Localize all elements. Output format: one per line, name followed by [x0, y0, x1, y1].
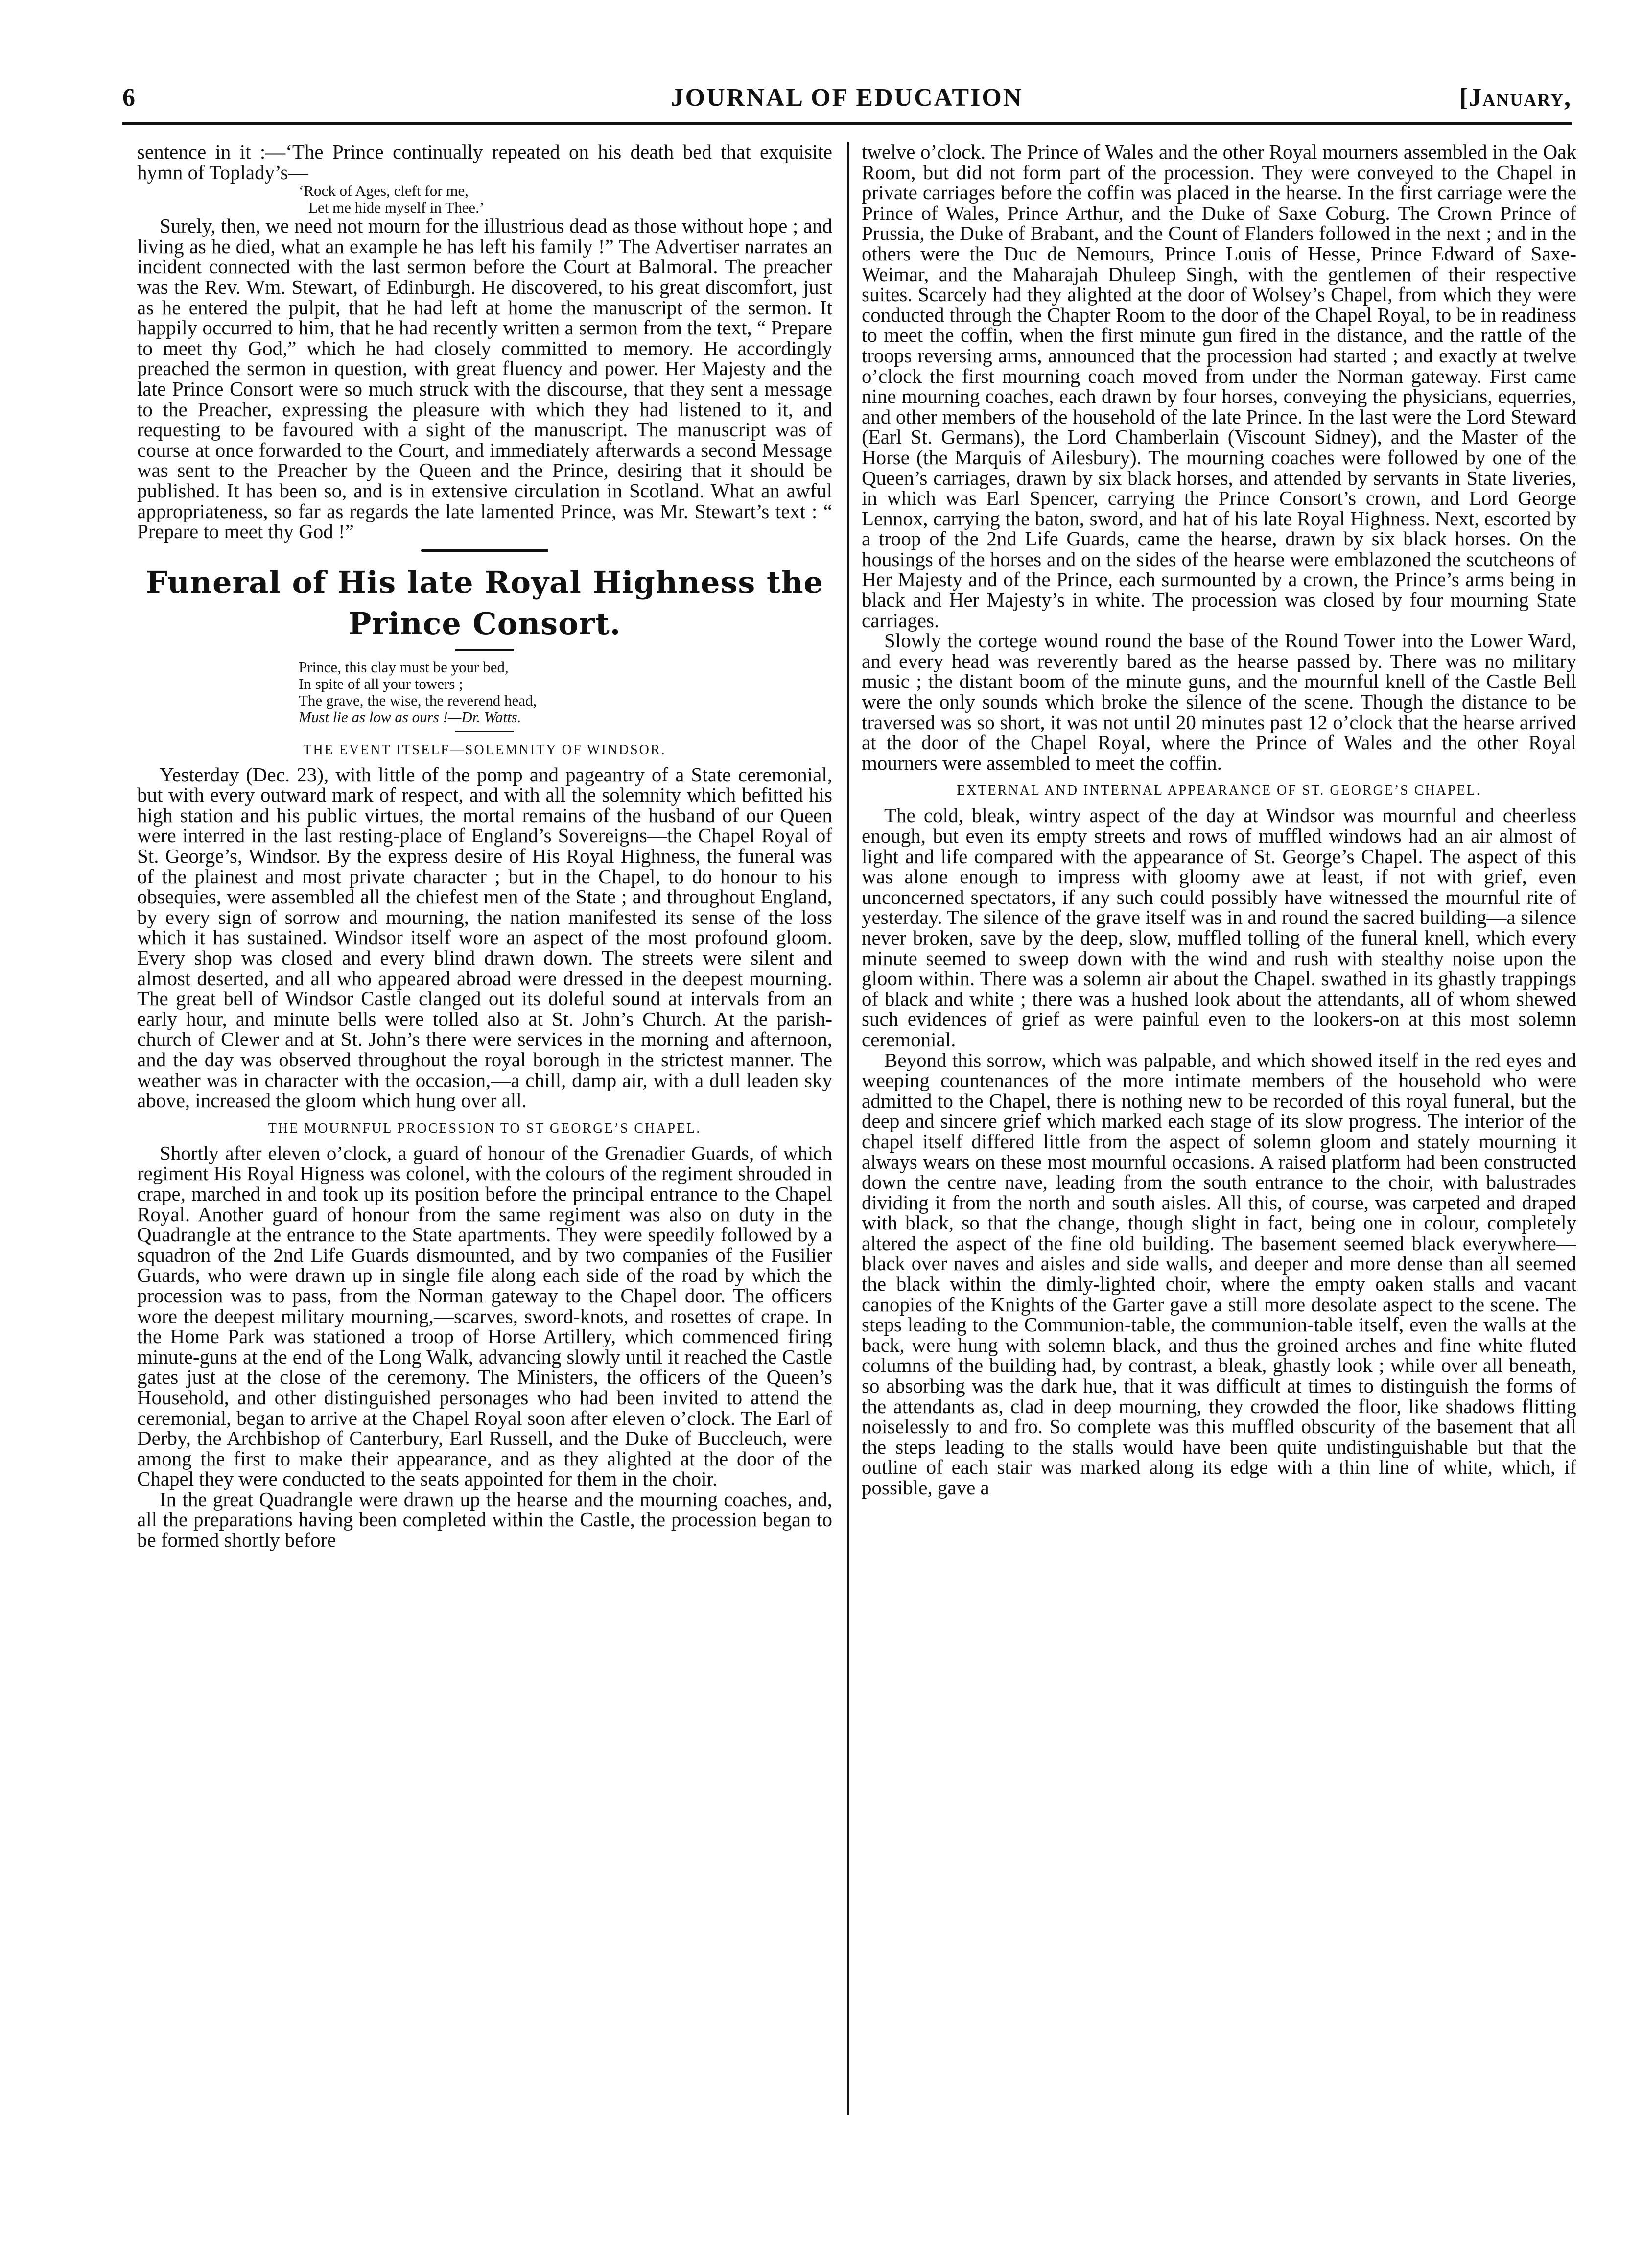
page-number: 6: [122, 84, 135, 112]
paragraph: Yesterday (Dec. 23), with little of the pomp and pageantry of a State ceremonial, but with every outward mark of respect, and with all the solemnity which befitted his high station and his public virtues, the mortal remains of the husband of our Queen were interred in the last resting-place of England’s Sovereigns—the Chapel Royal of St. George’s, Windsor. By the express desire of His Royal Highness, the funeral was of the plainest and most private character ; but in the Chapel, to do honour to his obsequies, were assembled all the chiefest men of the State ; and throughout England, by every sign of sorrow and mourning, the nation manifested its sense of the loss which it has sustained. Windsor itself wore an aspect of the most profound gloom. Every shop was closed and every blind drawn down. The streets were silent and almost deserted, and all who appeared abroad were dressed in the deepest mourning. The great bell of Windsor Castle clanged out its doleful sound at intervals from an early hour, and minute bells were tolled also at St. John’s Church. At the parish-church of Clewer and at St. John’s there were services in the morning and afternoon, and the day was observed throughout the royal borough in the strictest manner. The weather was in character with the occasion,—a chill, damp air, with a dull leaden sky above, increased the gloom which hung over all.: [137, 763, 832, 1112]
epigraph-line: Prince, this clay must be your bed,: [299, 658, 509, 676]
epigraph-line: The grave, the wise, the reverend head,: [299, 691, 537, 709]
section-title: Funeral of His late Royal Highness the Prince Consort.: [146, 564, 823, 641]
right-column: [862, 142, 1576, 2120]
subheading: THE MOURNFUL PROCESSION TO ST GEORGE’S CHAPEL.: [268, 1120, 702, 1136]
hymn-quote: [137, 183, 832, 216]
subheading: EXTERNAL AND INTERNAL APPEARANCE OF ST. GEORGE’S CHAPEL.: [957, 783, 1481, 799]
journal-title: JOURNAL OF EDUCATION: [671, 84, 1023, 112]
ornament-rule: [421, 549, 548, 552]
subheading: THE EVENT ITSELF—SOLEMNITY OF WINDSOR.: [303, 742, 666, 757]
epigraph: [137, 659, 832, 726]
title-rule: [455, 649, 514, 651]
paragraph: Slowly the cortege wound round the base of the Round Tower into the Lower Ward, and every head was reverently bared as the hearse passed by. There was no military music ; the distant boom of the minute guns, and the mournful knell of the Castle Bell were the only sounds which broke the silence of the scene. Though the distance to be traversed was so short, it was not until 20 minutes past 12 o’clock that the hearse arrived at the door of the Chapel Royal, where the Prince of Wales and the other Royal mourners were assembled to meet the coffin.: [862, 629, 1576, 774]
hymn-line: ‘Rock of Ages, cleft for me,: [299, 182, 469, 200]
paragraph: The cold, bleak, wintry aspect of the day at Windsor was mournful and cheerless enough, but even its empty streets and rows of muffled windows had an air almost of light and life compared with the appearance of St. George’s Chapel. The aspect of this was alone enough to impress with gloomy awe at least, if not with grief, even unconcerned spectators, if any such could possibly have witnessed the mournful rite of yesterday. The silence of the grave itself was in and round the sacred building—a silence never broken, save by the deep, slow, muffled tolling of the funeral knell, which every minute seemed to sweep down with the wind and rush with stealthy noise upon the gloom within. There was a solemn air about the Chapel. swathed in its ghastly trappings of black and white ; there was a hushed look about the attendants, all of whom shewed such evidences of grief as were painful even to the lookers-on at this most solemn ceremonial.: [862, 804, 1576, 1051]
left-column: [137, 142, 832, 2120]
header-rule: [122, 122, 1572, 125]
paragraph: Beyond this sorrow, which was palpable, and which showed itself in the red eyes and weeping countenances of the more intimate members of the household who were admitted to the Chapel, there is nothing new to be recorded of this royal funeral, but the deep and sincere grief which marked each stage of its slow progress. The interior of the chapel itself differed little from the aspect of solemn gloom and stately mourning it always wears on these most mournful occasions. A raised platform had been constructed down the centre nave, leading from the south entrance to the choir, with balustrades dividing it from the north and south aisles. All this, of course, was carpeted and draped with black, so that the change, though slight in fact, being one in colour, completely altered the aspect of the fine old building. The basement seemed black everywhere—black over naves and aisles and side walls, and deeper and more dense than all seemed the black within the dimly-lighted choir, where the empty oaken stalls and vacant canopies of the Knights of the Garter gave a still more desolate aspect to the scene. The steps leading to the Communion-table, the communion-table itself, even the walls at the back, were hung with solemn black, and thus the groined arches and fine white fluted columns of the building had, by contrast, a bleak, ghastly look ; while over all beneath, so absorbing was the dark hue, that it was difficult at times to distinguish the forms of the attendants as, clad in deep mourning, they crowded the floor, like shadows flitting noiselessly to and fro. So complete was this muffled obscurity of the basement that all the steps leading to the stalls would have been quite undistinguishable but that the outline of each stair was marked along its edge with a thin line of white, which, if possible, gave a: [862, 1048, 1576, 1499]
page-header: [122, 73, 1572, 122]
paragraph: Shortly after eleven o’clock, a guard of honour of the Grenadier Guards, of which regiment His Royal Higness was colonel, with the colours of the regiment shrouded in crape, marched in and took up its position before the principal entrance to the Chapel Royal. Another guard of honour from the same regiment was also on duty in the Quadrangle at the entrance to the State apartments. They were speedily followed by a squadron of the 2nd Life Guards dismounted, and by two companies of the Fusilier Guards, who were drawn up in single file along each side of the road by which the procession was to pass, from the Norman gateway to the Chapel door. The officers wore the deepest military mourning,—scarves, sword-knots, and rosettes of crape. In the Home Park was stationed a troop of Horse Artillery, which commenced firing minute-guns at the end of the Long Walk, advancing slowly until it reached the Castle gates just at the close of the ceremony. The Ministers, the officers of the Queen’s Household, and other distinguished personages who had been invited to attend the ceremonial, began to arrive at the Chapel Royal soon after eleven o’clock. The Earl of Derby, the Archbishop of Canterbury, Earl Russell, and the Duke of Buccleuch, were among the first to make their appearance, and as they alighted at the door of the Chapel they were conducted to the seats appointed for them in the choir.: [137, 1141, 832, 1490]
hymn-line: Let me hide myself in Thee.’: [308, 199, 485, 216]
epigraph-line: Must lie as low as ours !—Dr. Watts.: [299, 708, 521, 726]
paragraph: Surely, then, we need not mourn for the illustrious dead as those without hope ; and living as he died, what an example he has left his family !” The Advertiser narrates an incident connected with the last sermon before the Court at Balmoral. The preacher was the Rev. Wm. Stewart, of Edinburgh. He discovered, to his great discomfort, just as he entered the pulpit, that he had left at home the manuscript of the sermon. It happily occurred to him, that he had recently written a sermon from the text, “ Prepare to meet thy God,” which he had closely committed to memory. He accordingly preached the sermon in question, with great fluency and power. Her Majesty and the late Prince Consort were so much struck with the discourse, that they sent a message to the Preacher, expressing the pleasure with which they had listened to it, and requesting to be favoured with a sight of the manuscript. The manuscript was of course at once forwarded to the Court, and immediately afterwards a second Message was sent to the Preacher by the Queen and the Prince, desiring that it should be published. It has been so, and is in extensive circulation in Scotland. What an awful appropriateness, so far as regards the late lamented Prince, was Mr. Stewart’s text : “ Prepare to meet thy God !”: [137, 214, 832, 543]
epigraph-line: In spite of all your towers ;: [299, 675, 463, 692]
running-date: [January,: [1459, 84, 1572, 112]
epigraph-rule: [455, 731, 514, 732]
paragraph: In the great Quadrangle were drawn up the hearse and the mourning coaches, and, all the preparations having been completed within the Castle, the procession began to be formed shortly before: [137, 1488, 832, 1552]
paragraph: sentence in it :—‘The Prince continually repeated on his death bed that exquisite hymn of Toplady’s—: [137, 142, 832, 184]
paragraph: twelve o’clock. The Prince of Wales and the other Royal mourners assembled in the Oak Room, but did not form part of the procession. They were conveyed to the Chapel in private carriages before the coffin was placed in the hearse. In the first carriage were the Prince of Wales, Prince Arthur, and the Duke of Saxe Coburg. The Crown Prince of Prussia, the Duke of Brabant, and the Count of Flanders followed in the next ; and in the others were the Duc de Nemours, Prince Louis of Hesse, Prince Edward of Saxe-Weimar, and the Maharajah Dhuleep Singh, with the gentlemen of their respective suites. Scarcely had they alighted at the door of Wolsey’s Chapel, from which they were conducted through the Chapter Room to the door of the Chapel Royal, to be in readiness to meet the coffin, when the first minute gun fired in the distance, and the rattle of the troops reversing arms, announced that the procession had started ; and exactly at twelve o’clock the first mourning coach moved from under the Norman gateway. First came nine mourning coaches, each drawn by four horses, conveying the physicians, equerries, and other members of the household of the late Prince. In the last were the Lord Steward (Earl St. Germans), the Lord Chamberlain (Viscount Sidney), and the Master of the Horse (the Marquis of Ailesbury). The mourning coaches were followed by one of the Queen’s carriages, drawn by six black horses, and attended by servants in State liveries, in which was Earl Spencer, carrying the Prince Consort’s crown, and Lord George Lennox, carrying the baton, sword, and hat of his late Royal Highness. Next, escorted by a troop of the 2nd Life Guards, came the hearse, drawn by six black horses. On the housings of the horses and on the sides of the hearse were emblazoned the scutcheons of Her Majesty and of the Prince, each surmounted by a crown, the Prince’s arms being in black and Her Majesty’s in white. The procession was closed by four mourning State carriages.: [862, 142, 1576, 632]
column-divider: [847, 142, 849, 2115]
